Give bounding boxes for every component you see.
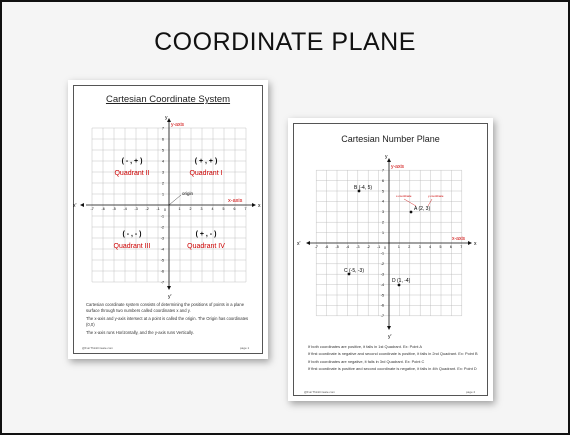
right-y-prime-letter: y': [388, 334, 392, 340]
page-heading: COORDINATE PLANE: [154, 28, 416, 56]
left-y-tick-label: 1: [162, 192, 164, 197]
q3-label: Quadrant III: [113, 243, 151, 250]
right-x-tick-label: 2: [408, 245, 411, 249]
left-x-tick-label: 6: [233, 207, 236, 211]
left-y-tick-label: 5: [162, 148, 164, 153]
left-x-tick-label: -5: [112, 207, 116, 211]
right-x-tick-label: 6: [449, 245, 452, 249]
left-x-tick-label: -6: [101, 207, 105, 211]
left-y-tick-label: -1: [160, 214, 164, 219]
left-y-letter: y: [165, 115, 168, 121]
left-y-tick-label: 6: [162, 137, 164, 142]
left-footer-left: @FunThinkCreate.com: [82, 346, 114, 350]
left-y-down-arrow-icon: [167, 286, 171, 290]
left-x-left-arrow-icon: [80, 203, 84, 207]
right-y-tick-label: 6: [382, 178, 384, 183]
left-footer-right: page 1: [240, 346, 250, 350]
point-d-label: D (1, -4): [392, 278, 411, 284]
right-x-tick-label: 1: [397, 245, 400, 249]
left-para-2: The x-axis and y-axis intersect at a point is called the origin. The Origin has coordinates (0,0): [86, 316, 249, 327]
left-x-tick-label: 4: [211, 207, 214, 211]
right-y-tick-label: -6: [380, 303, 384, 308]
left-x-tick-label: 5: [222, 207, 225, 211]
left-y-axis-label: y-axis: [171, 122, 185, 128]
right-x-arrow-icon: [468, 241, 472, 245]
right-y-tick-label: 7: [382, 168, 384, 173]
left-y-tick-label: 7: [162, 126, 164, 131]
right-y-tick-label: 1: [382, 230, 384, 235]
right-y-tick-label: 3: [382, 210, 384, 215]
point-c-label: C (-5, -3): [344, 268, 364, 274]
left-x-prime-letter: x': [73, 203, 77, 209]
right-worksheet-page[interactable]: [288, 118, 493, 401]
q1-label: Quadrant I: [189, 170, 223, 177]
left-x-tick-label: -7: [90, 207, 94, 211]
right-x-left-arrow-icon: [306, 241, 310, 245]
left-y-tick-label: -5: [160, 258, 164, 263]
y-coordinate-note: y-coordinate: [428, 194, 444, 198]
left-x-tick-label: 3: [200, 207, 203, 211]
q4-sign: ( + , - ): [195, 231, 217, 238]
left-origin-pointer: [169, 195, 181, 205]
right-x-tick-label: -6: [325, 245, 329, 249]
right-y-tick-label: -5: [380, 293, 384, 298]
right-x-tick-label: -4: [345, 245, 350, 249]
left-y-tick-label: -2: [160, 225, 164, 230]
q3-sign: ( - , - ): [122, 231, 142, 238]
right-x-tick-label: 5: [439, 245, 442, 249]
right-y-arrow-icon: [387, 158, 391, 162]
point-d-marker: [398, 284, 401, 287]
right-x-tick-label: 4: [429, 245, 432, 249]
right-page-title: Cartesian Number Plane: [341, 134, 440, 144]
left-para-1: Cartesian coordinate system consists of determining the positions of points in a plane surface through two numbers called coordinates x and y.: [86, 302, 245, 313]
left-x-tick-label: 2: [189, 207, 192, 211]
point-a-marker: [410, 211, 413, 214]
left-x-axis-label: x-axis: [228, 198, 243, 204]
right-y-tick-label: -2: [380, 262, 384, 267]
q1-sign: ( + , + ): [194, 158, 218, 165]
left-x-tick-label: -4: [123, 207, 127, 211]
right-x-tick-label: -2: [366, 245, 370, 249]
right-y-tick-label: -1: [380, 251, 384, 256]
left-description: [86, 302, 254, 338]
right-line-4: If first coordinate is positive and second coordinate is negative, it falls in 4th Quadrant. Ex: Point D: [308, 366, 477, 372]
left-y-tick-label: -3: [160, 236, 164, 241]
left-x-tick-label: -3: [134, 207, 138, 211]
point-a-label: A (2, 3): [414, 206, 431, 212]
q4-label: Quadrant IV: [187, 243, 225, 250]
right-line-2: If first coordinate is negative and second coordinate is positive, it falls in 2nd Quadrant. Ex: Point B: [308, 351, 478, 357]
right-x-tick-label: -7: [314, 245, 318, 249]
left-y-prime-letter: y': [168, 294, 172, 300]
right-y-tick-label: -4: [380, 282, 384, 287]
left-worksheet-page[interactable]: [68, 80, 268, 359]
left-y-tick-label: 2: [162, 181, 164, 186]
left-y-tick-label: 3: [162, 170, 164, 175]
right-y-tick-label: 5: [382, 189, 384, 194]
right-x-tick-label: -3: [356, 245, 360, 249]
left-x-arrow-icon: [252, 203, 256, 207]
left-y-tick-label: -6: [160, 269, 164, 274]
right-y-down-arrow-icon: [387, 326, 391, 330]
right-x-prime-letter: x': [297, 241, 301, 247]
right-y-axis-label: y-axis: [391, 164, 405, 170]
right-y-tick-label: -3: [380, 272, 384, 277]
left-origin-number: 0: [164, 208, 166, 212]
left-x-tick-label: -1: [156, 207, 160, 211]
right-y-tick-label: -7: [380, 314, 384, 319]
right-origin-number: 0: [384, 246, 386, 250]
right-line-3: If both coordinates are negative, it falls in 3rd Quadrant. Ex: Point C: [308, 358, 425, 364]
left-y-tick-label: -7: [160, 280, 164, 285]
left-x-tick-label: -2: [145, 207, 149, 211]
right-footer-right: page 2: [466, 390, 476, 394]
q2-label: Quadrant II: [114, 170, 150, 177]
right-x-axis-label: x-axis: [452, 236, 466, 242]
right-y-letter: y: [385, 154, 388, 160]
q2-sign: ( - , + ): [121, 158, 143, 165]
right-y-tick-label: 4: [382, 199, 384, 204]
y-coordinate-arrow: [428, 199, 432, 206]
left-para-3: The x-axis runs Horizontally, and the y-axis runs Vertically.: [86, 330, 194, 335]
right-x-letter: x: [474, 241, 477, 247]
right-description: [308, 344, 478, 374]
right-line-1: If both coordinates are positive, it falls in 1st Quadrant. Ex: Point A: [308, 344, 422, 349]
right-x-tick-label: 3: [418, 245, 421, 249]
point-b-label: B (-4, 5): [354, 185, 373, 191]
left-y-tick-label: -4: [160, 247, 164, 252]
left-x-letter: x: [258, 203, 261, 209]
left-origin-label: origin: [182, 191, 194, 196]
right-coordinate-plane: [288, 148, 493, 348]
right-footer-left: @FunThinkCreate.com: [304, 390, 336, 394]
left-coordinate-plane: [68, 108, 268, 308]
right-x-tick-label: 7: [460, 245, 463, 249]
right-y-tick-label: 2: [382, 220, 384, 225]
x-coordinate-note: x-coordinate: [396, 194, 412, 198]
left-x-tick-label: 1: [178, 207, 181, 211]
right-x-tick-label: -5: [335, 245, 339, 249]
left-x-tick-label: 7: [244, 207, 247, 211]
left-page-title: Cartesian Coordinate System: [105, 94, 231, 105]
left-y-tick-label: 4: [162, 159, 164, 164]
right-x-tick-label: -1: [377, 245, 381, 249]
